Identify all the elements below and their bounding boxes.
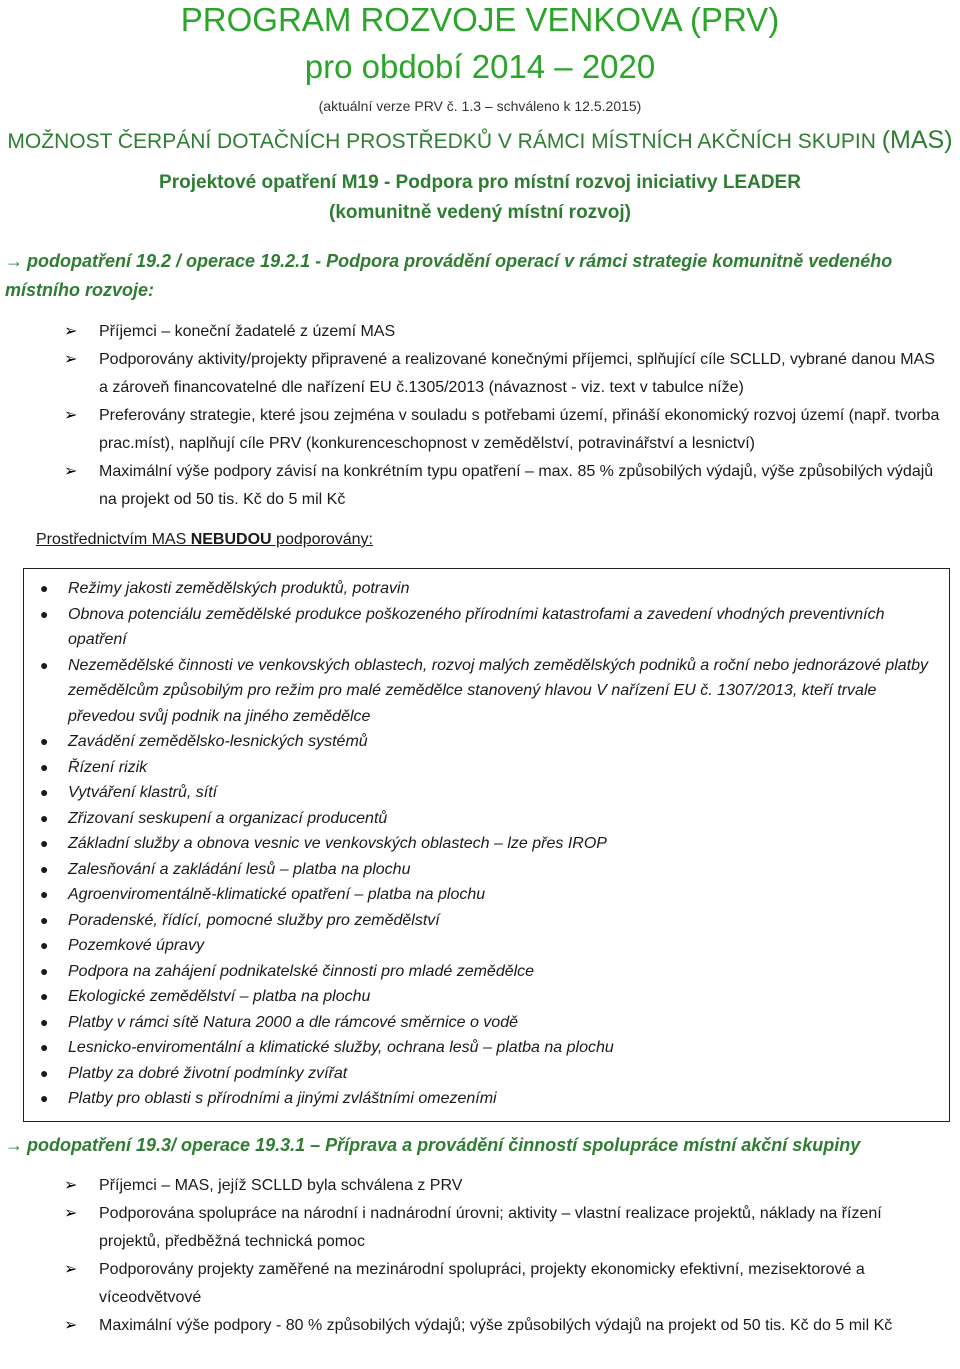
not-supported-item [24,1086,949,1112]
arrow-right-icon: → [5,1135,23,1155]
bullet-dot-icon: ● [40,1064,49,1081]
not-supported-item-text: Agroenviromentálně-klimatické opatření – platba na plochu [68,886,486,903]
list-item [60,1200,940,1256]
not-supported-item [24,653,949,730]
not-supported-item-text: Platby pro oblasti s přírodními a jinými zvláštními omezeními [68,1090,497,1107]
list-item-text: Podporována spolupráce na národní i nadnárodní úrovni; aktivity – vlastní realizace projektů, náklady na řízení projektů, předběžná technická pomoc [99,1205,882,1250]
not-supported-item-text: Nezemědělské činnosti ve venkovských oblastech, rozvoj malých zemědělských podniků a roční nebo jednorázové platby zemědělcům způsobilým pro režim pro malé zemědělce stanovený hlavou V nařízení EU č. 1307/2013, kteří trvale převedou svůj podnik na jiného zemědělce [68,656,929,725]
not-supported-item [24,831,949,857]
not-supported-item [24,1010,949,1036]
not-supported-item [24,1061,949,1087]
chevron-bullet-icon: ➢ [64,1317,78,1334]
list-item [60,402,940,458]
not-supported-item [24,755,949,781]
bullet-dot-icon: ● [40,962,49,979]
bullet-dot-icon: ● [40,809,49,826]
not-supported-item-text: Základní služby a obnova vesnic ve venkovských oblastech – lze přes IROP [68,835,607,852]
not-supported-item-text: Platby za dobré životní podmínky zvířat [68,1064,348,1082]
section-heading-19-3 [5,1131,955,1160]
list-item [60,1172,940,1200]
label-emphasis: NEBUDOU [190,531,272,548]
chevron-bullet-icon: ➢ [64,1261,78,1278]
list-item-text: Příjemci – MAS, jejíž SCLLD byla schválena z PRV [99,1177,463,1194]
list-item-text: Příjemci – koneční žadatelé z území MAS [99,323,396,340]
not-supported-item [24,959,949,985]
list-item-text: Maximální výše podpory závisí na konkrétním typu opatření – max. 85 % způsobilých výdajů, výše způsobilých výdajů na projekt od 50 tis. Kč do 5 mil Kč [99,463,934,508]
not-supported-item-text: Lesnicko-enviromentální a klimatické služby, ochrana lesů – platba na plochu [68,1039,614,1056]
list-item [60,1256,940,1312]
document-subtitle: pro období 2014 – 2020 [304,48,656,85]
not-supported-item [24,576,949,602]
section-19-3-list [60,1172,940,1340]
section-heading-text: podopatření 19.3/ operace 19.3.1 – Příprava a provádění činností spolupráce místní akční skupiny [27,1135,861,1155]
label-text: podporovány: [271,531,373,548]
document-title: PROGRAM ROZVOJE VENKOVA (PRV) [180,1,780,38]
bullet-dot-icon: ● [40,656,49,673]
section-heading-text: podopatření 19.2 / operace 19.2.1 - Podpora provádění operací v rámci strategie komunitně vedeného místního rozvoje: [5,251,893,300]
not-supported-item [24,908,949,934]
not-supported-item-text: Podpora na zahájení podnikatelské činnosti pro mladé zemědělce [68,962,535,980]
bullet-dot-icon: ● [40,784,49,800]
not-supported-item-text: Vytváření klastrů, sítí [68,784,218,801]
list-item [60,318,940,346]
bullet-dot-icon: ● [40,758,49,775]
bullet-dot-icon: ● [40,988,49,1004]
not-supported-item [24,806,949,832]
not-supported-item-text: Obnova potenciálu zemědělské produkce poškozeného přírodními katastrofami a zavedení vhodných preventivních opatření [68,605,885,648]
not-supported-item-text: Zavádění zemědělsko-lesnických systémů [68,733,368,750]
list-item [60,346,940,402]
list-item-text: Preferovány strategie, které jsou zejména v souladu s potřebami území, přináší ekonomický rozvoj území (např. tvorba prac.míst), naplňují cíle PRV (konkurenceschopnost v zemědělství, potravinářství a lesnictví) [99,407,940,452]
not-supported-label [36,528,373,552]
bullet-dot-icon: ● [40,860,49,877]
bullet-dot-icon: ● [40,1039,49,1055]
not-supported-item-text: Zřizovaní seskupení a organizací producentů [68,809,388,827]
chevron-bullet-icon: ➢ [64,1205,78,1222]
not-supported-item [24,933,949,959]
chevron-bullet-icon: ➢ [64,407,78,424]
not-supported-item-text: Zalesňování a zakládání lesů – platba na plochu [68,860,411,878]
arrow-right-icon: → [5,251,23,271]
not-supported-item [24,729,949,755]
not-supported-item [24,1035,949,1061]
bullet-dot-icon: ● [40,911,49,928]
list-item [60,1312,940,1340]
bullet-dot-icon: ● [40,835,49,851]
mas-heading-text: MOŽNOST ČERPÁNÍ DOTAČNÍCH PROSTŘEDKŮ V RÁMCI MÍSTNÍCH AKČNÍCH SKUPIN [7,130,876,153]
not-supported-item-text: Pozemkové úpravy [68,937,205,954]
not-supported-item-text: Platby v rámci sítě Natura 2000 a dle rámcové směrnice o vodě [68,1013,518,1031]
not-supported-item [24,602,949,653]
not-supported-item-text: Řízení rizik [68,758,148,776]
bullet-dot-icon: ● [40,733,49,749]
chevron-bullet-icon: ➢ [64,351,78,368]
bullet-dot-icon: ● [40,580,49,596]
version-note: (aktuální verze PRV č. 1.3 – schváleno k 12.5.2015) [318,98,642,114]
list-item [60,458,940,514]
not-supported-item [24,780,949,806]
chevron-bullet-icon: ➢ [64,463,78,480]
bullet-dot-icon: ● [40,886,49,902]
measure-title: Projektové opatření M19 - Podpora pro místní rozvoj iniciativy LEADER [159,172,801,193]
bullet-dot-icon: ● [40,1013,49,1030]
bullet-dot-icon: ● [40,937,49,953]
section-19-2-list [60,318,940,514]
not-supported-item [24,882,949,908]
list-item-text: Podporovány aktivity/projekty připravené a realizované konečnými příjemci, splňující cíle SCLLD, vybrané danou MAS a zároveň financovatelné dle nařízení EU č.1305/2013 (návaznost - viz. text v tabulce níže) [99,351,935,396]
not-supported-item-text: Režimy jakosti zemědělských produktů, potravin [68,580,410,597]
bullet-dot-icon: ● [40,1090,49,1106]
list-item-text: Maximální výše podpory - 80 % způsobilých výdajů; výše způsobilých výdajů na projekt od 50 tis. Kč do 5 mil Kč [99,1317,893,1334]
not-supported-list [24,576,949,1112]
label-text: Prostřednictvím MAS [36,531,191,548]
mas-heading [0,127,960,155]
not-supported-item [24,857,949,883]
mas-abbr: (MAS) [881,126,953,154]
list-item-text: Podporovány projekty zaměřené na mezinárodní spolupráci, projekty ekonomicky efektivní, mezisektorové a víceodvětvové [99,1261,865,1306]
not-supported-item [24,984,949,1010]
not-supported-item-text: Poradenské, řídící, pomocné služby pro zemědělství [68,911,440,929]
bullet-dot-icon: ● [40,605,49,622]
not-supported-item-text: Ekologické zemědělství – platba na plochu [68,988,371,1005]
measure-subtitle: (komunitně vedený místní rozvoj) [329,202,631,223]
section-heading-19-2 [5,247,955,305]
not-supported-box [23,568,950,1122]
chevron-bullet-icon: ➢ [64,1177,78,1194]
chevron-bullet-icon: ➢ [64,323,78,340]
